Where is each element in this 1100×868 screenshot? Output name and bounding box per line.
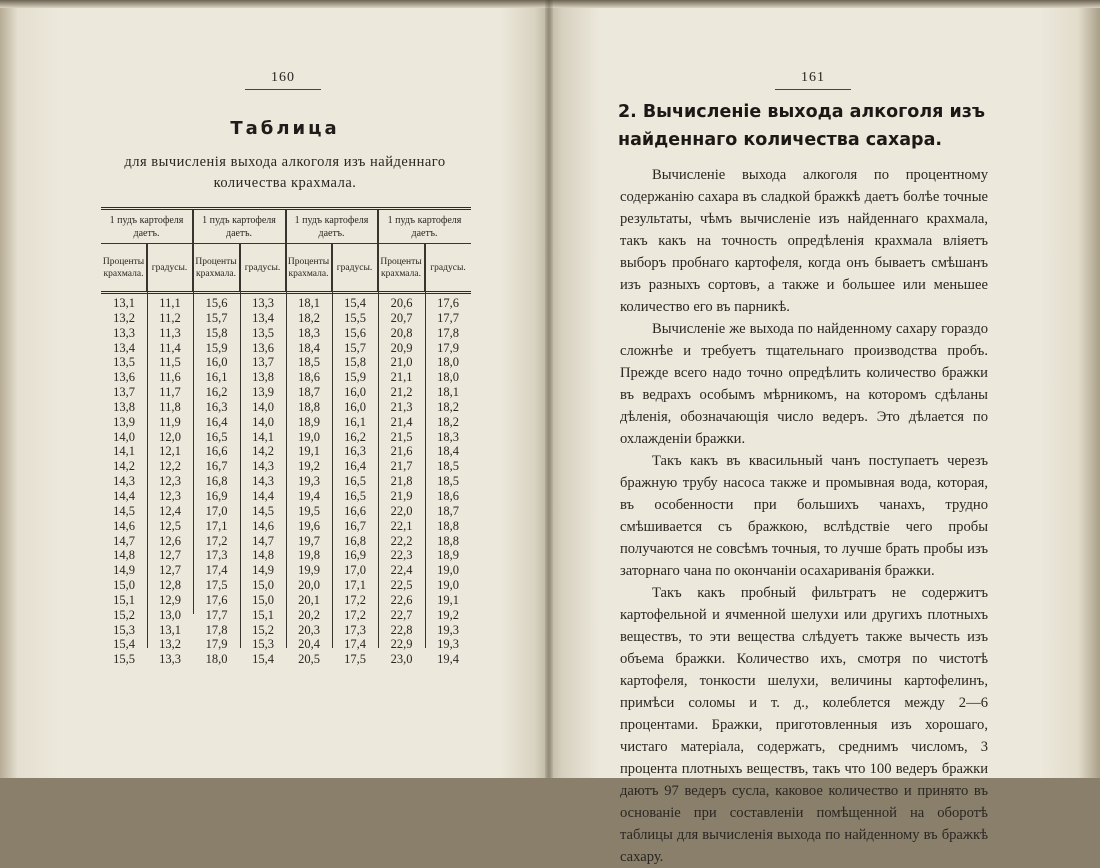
table-cell: 16,2 xyxy=(205,385,228,400)
col-header-degrees: градусы. xyxy=(147,244,193,292)
table-cell: 14,0 xyxy=(252,399,274,414)
table-cell: 17,3 xyxy=(344,622,366,637)
table-cell: 19,4 xyxy=(437,652,459,667)
table-cell: 14,3 xyxy=(113,474,135,489)
table-cell: 16,9 xyxy=(344,548,366,563)
table-cell: 17,8 xyxy=(437,325,459,340)
table-cell: 13,7 xyxy=(252,355,274,370)
table-cell: 14,8 xyxy=(113,548,135,563)
table-cell: 11,3 xyxy=(159,325,181,340)
table-cell: 19,3 xyxy=(298,474,320,489)
table-cell: 11,4 xyxy=(159,340,181,355)
table-cell: 11,6 xyxy=(159,370,181,385)
table-cell: 17,6 xyxy=(205,592,228,607)
section-number: 2. xyxy=(618,102,637,122)
table-title: Таблица xyxy=(230,118,340,139)
col-header-starch: Проценты крахмала. xyxy=(193,244,240,292)
table-cell: 20,8 xyxy=(390,325,413,340)
group-header: 1 пудъ картофеля даетъ. xyxy=(193,210,286,244)
table-cell: 22,7 xyxy=(390,607,413,622)
page-number: 161 xyxy=(773,70,853,90)
table-cell: 14,1 xyxy=(252,429,274,444)
table-cell: 16,8 xyxy=(344,533,366,548)
group-header: 1 пудъ картофеля даетъ. xyxy=(101,210,193,244)
table-cell: 14,2 xyxy=(252,444,274,459)
table-cell: 17,9 xyxy=(205,637,228,652)
table-cell: 20,6 xyxy=(390,296,413,310)
table-cell: 14,7 xyxy=(113,533,135,548)
table-cell: 18,2 xyxy=(437,414,459,429)
table-cell: 16,0 xyxy=(344,399,366,414)
table-cell: 15,0 xyxy=(252,578,274,593)
table-cell: 17,2 xyxy=(344,592,366,607)
table-cell: 14,3 xyxy=(252,474,274,489)
table-cell: 12,9 xyxy=(159,592,181,607)
table-cell: 18,3 xyxy=(298,325,320,340)
table-cell: 13,8 xyxy=(113,399,135,414)
table-cell: 16,7 xyxy=(205,459,228,474)
paragraph: Такъ какъ въ квасильный чанъ поступаетъ черезъ бражную трубу насоса также и промывная вода, которая, въ особенности при большихъ чанахъ, трудно смѣшивается съ бражкою, вслѣдствіе чего пробы получаются не совсѣмъ точныя, то лучше брать пробы изъ заторнаго чана по окончаніи осахариванія бражки. xyxy=(620,453,988,579)
table-cell: 20,4 xyxy=(298,637,320,652)
table-cell: 11,7 xyxy=(159,385,181,400)
table-cell: 17,2 xyxy=(205,533,228,548)
table-cell: 13,2 xyxy=(159,637,181,652)
table-cell: 21,3 xyxy=(390,399,413,414)
table-cell: 17,4 xyxy=(344,637,366,652)
table-cell: 22,4 xyxy=(390,563,413,578)
table-cell: 21,9 xyxy=(390,488,413,503)
table-cell: 18,8 xyxy=(437,533,459,548)
left-page xyxy=(0,0,550,778)
table-cell: 18,9 xyxy=(298,414,320,429)
table-cell: 13,7 xyxy=(113,385,135,400)
table-cell: 19,5 xyxy=(298,503,320,518)
table-cell: 11,1 xyxy=(159,296,181,310)
table-cell: 13,2 xyxy=(113,310,135,325)
table-cell: 18,7 xyxy=(437,503,459,518)
table-cell: 20,1 xyxy=(298,592,320,607)
table-cell: 18,4 xyxy=(298,340,320,355)
starch-column xyxy=(101,296,147,667)
table-cell: 18,9 xyxy=(437,548,459,563)
body-text xyxy=(620,164,988,868)
degrees-column xyxy=(425,296,471,667)
table-cell: 22,1 xyxy=(390,518,413,533)
group-header: 1 пудъ картофеля даетъ. xyxy=(286,210,378,244)
table-cell: 17,4 xyxy=(205,563,228,578)
table-cell: 21,4 xyxy=(390,414,413,429)
table-cell: 17,7 xyxy=(437,310,459,325)
table-cell: 22,8 xyxy=(390,622,413,637)
table-cell: 13,5 xyxy=(113,355,135,370)
table-cell: 11,5 xyxy=(159,355,181,370)
table-cell: 18,2 xyxy=(298,310,320,325)
col-header-degrees: градусы. xyxy=(332,244,378,292)
table-cell: 17,9 xyxy=(437,340,459,355)
table-subtitle: для вычисленія выхода алкоголя изъ найденнаго количества крахмала. xyxy=(124,154,446,191)
table-cell: 15,6 xyxy=(344,325,366,340)
table-cell: 12,8 xyxy=(159,578,181,593)
table-cell: 12,0 xyxy=(159,429,181,444)
table-cell: 12,5 xyxy=(159,518,181,533)
table-cell: 14,7 xyxy=(252,533,274,548)
col-header-starch: Проценты крахмала. xyxy=(378,244,425,292)
table-cell: 19,0 xyxy=(437,563,459,578)
table-cell: 17,2 xyxy=(344,607,366,622)
table-cell: 19,9 xyxy=(298,563,320,578)
table-cell: 18,1 xyxy=(437,385,459,400)
table-cell: 13,8 xyxy=(252,370,274,385)
table-cell: 19,2 xyxy=(298,459,320,474)
table-cell: 15,1 xyxy=(252,607,274,622)
table-cell: 17,8 xyxy=(205,622,228,637)
table-cell: 18,0 xyxy=(205,652,228,667)
table-cell: 20,9 xyxy=(390,340,413,355)
table-cell: 21,0 xyxy=(390,355,413,370)
table-cell: 19,3 xyxy=(437,622,459,637)
table-cell: 19,8 xyxy=(298,548,320,563)
table-cell: 15,4 xyxy=(113,637,135,652)
table-cell: 16,5 xyxy=(205,429,228,444)
table-cell: 17,1 xyxy=(205,518,228,533)
table-cell: 15,0 xyxy=(113,578,135,593)
table-cell: 19,3 xyxy=(437,637,459,652)
table-cell: 12,6 xyxy=(159,533,181,548)
table-cell: 16,4 xyxy=(205,414,228,429)
table-cell: 12,7 xyxy=(159,563,181,578)
table-cell: 19,4 xyxy=(298,488,320,503)
table-cell: 15,5 xyxy=(344,310,366,325)
table-cell: 20,7 xyxy=(390,310,413,325)
table-cell: 17,0 xyxy=(344,563,366,578)
table-cell: 16,1 xyxy=(205,370,228,385)
degrees-column xyxy=(147,296,193,667)
table-cell: 16,7 xyxy=(344,518,366,533)
table-cell: 22,2 xyxy=(390,533,413,548)
table-cell: 17,3 xyxy=(205,548,228,563)
table-cell: 14,0 xyxy=(113,429,135,444)
table-cell: 11,9 xyxy=(159,414,181,429)
table-cell: 15,3 xyxy=(252,637,274,652)
table-cell: 12,3 xyxy=(159,474,181,489)
table-cell: 22,5 xyxy=(390,578,413,593)
table-cell: 16,8 xyxy=(205,474,228,489)
table-cell: 17,0 xyxy=(205,503,228,518)
starch-alcohol-table xyxy=(101,207,471,667)
paragraph: Вычисленіе выхода алкоголя по процентному содержанію сахара въ сладкой бражкѣ даетъ болѣе точные результаты, чѣмъ вычисленіе изъ найденнаго крахмала, такъ какъ на точность опредѣленія крахмала вліяетъ выборъ пробнаго картофеля, когда онъ бываетъ смѣшанъ изъ разныхъ сортовъ, а также и большее или меньшее количество его въ парникѣ. xyxy=(620,167,988,315)
table-cell: 18,5 xyxy=(298,355,320,370)
table-cell: 18,6 xyxy=(298,370,320,385)
table-cell: 22,3 xyxy=(390,548,413,563)
table-cell: 13,9 xyxy=(252,385,274,400)
paragraph: Вычисленіе же выхода по найденному сахару гораздо сложнѣе и требуетъ тщательнаго производства пробъ. Прежде всего надо точно опредѣлить количество бражки въ ведрахъ особымъ мѣрникомъ, на которомъ сдѣланы дѣленія, обозначающія число ведеръ. Это дѣлается по охлажденіи бражки. xyxy=(620,321,988,447)
starch-column xyxy=(286,296,332,667)
table-cell: 14,2 xyxy=(113,459,135,474)
table-cell: 16,5 xyxy=(344,488,366,503)
table-cell: 21,6 xyxy=(390,444,413,459)
table-cell: 13,6 xyxy=(113,370,135,385)
table-cell: 12,2 xyxy=(159,459,181,474)
table-cell: 13,3 xyxy=(252,296,274,310)
table-cell: 19,2 xyxy=(437,607,459,622)
table-cell: 20,2 xyxy=(298,607,320,622)
table-cell: 19,0 xyxy=(298,429,320,444)
table-cell: 15,6 xyxy=(205,296,228,310)
table-cell: 13,9 xyxy=(113,414,135,429)
table-cell: 20,5 xyxy=(298,652,320,667)
table-cell: 15,8 xyxy=(205,325,228,340)
col-header-degrees: градусы. xyxy=(430,263,466,273)
table-cell: 14,5 xyxy=(252,503,274,518)
table-cell: 12,1 xyxy=(159,444,181,459)
table-cell: 14,6 xyxy=(113,518,135,533)
table-cell: 19,0 xyxy=(437,578,459,593)
table-cell: 13,4 xyxy=(113,340,135,355)
table-cell: 18,4 xyxy=(437,444,459,459)
table-cell: 16,0 xyxy=(344,385,366,400)
table-cell: 16,4 xyxy=(344,459,366,474)
table-cell: 19,7 xyxy=(298,533,320,548)
table-cell: 15,1 xyxy=(113,592,135,607)
table-cell: 18,6 xyxy=(437,488,459,503)
table-cell: 17,1 xyxy=(344,578,366,593)
table-cell: 23,0 xyxy=(390,652,413,667)
table-cell: 14,0 xyxy=(252,414,274,429)
table-cell: 21,2 xyxy=(390,385,413,400)
degrees-column xyxy=(240,296,286,667)
table-cell: 19,1 xyxy=(437,592,459,607)
table-cell: 18,7 xyxy=(298,385,320,400)
table-cell: 16,9 xyxy=(205,488,228,503)
table-cell: 17,5 xyxy=(344,652,366,667)
table-cell: 18,5 xyxy=(437,474,459,489)
table-cell: 15,7 xyxy=(205,310,228,325)
section-heading xyxy=(618,98,990,154)
table-cell: 14,8 xyxy=(252,548,274,563)
table-cell: 18,8 xyxy=(437,518,459,533)
table-cell: 14,4 xyxy=(252,488,274,503)
table-cell: 22,0 xyxy=(390,503,413,518)
table-cell: 13,5 xyxy=(252,325,274,340)
table-cell: 18,0 xyxy=(437,370,459,385)
table-cell: 15,2 xyxy=(252,622,274,637)
table-cell: 20,3 xyxy=(298,622,320,637)
table-cell: 21,1 xyxy=(390,370,413,385)
table-cell: 18,0 xyxy=(437,355,459,370)
table-cell: 15,4 xyxy=(344,296,366,310)
table-cell: 15,4 xyxy=(252,652,274,667)
table-cell: 14,3 xyxy=(252,459,274,474)
section-heading-text: Вычисленіе выхода алкоголя изъ найденнаго количества сахара. xyxy=(618,102,986,150)
table-cell: 13,0 xyxy=(159,607,181,622)
table-cell: 20,0 xyxy=(298,578,320,593)
table-cell: 18,3 xyxy=(437,429,459,444)
table-cell: 18,2 xyxy=(437,399,459,414)
table-cell: 18,5 xyxy=(437,459,459,474)
table-cell: 16,3 xyxy=(205,399,228,414)
table-cell: 15,7 xyxy=(344,340,366,355)
table-cell: 16,3 xyxy=(344,444,366,459)
table-cell: 15,5 xyxy=(113,652,135,667)
table-cell: 16,6 xyxy=(205,444,228,459)
table-cell: 15,8 xyxy=(344,355,366,370)
table-cell: 13,4 xyxy=(252,310,274,325)
table-cell: 13,3 xyxy=(113,325,135,340)
table-cell: 14,6 xyxy=(252,518,274,533)
table-cell: 14,9 xyxy=(252,563,274,578)
table-cell: 13,1 xyxy=(159,622,181,637)
table-cell: 16,6 xyxy=(344,503,366,518)
table-cell: 12,3 xyxy=(159,488,181,503)
table-cell: 21,5 xyxy=(390,429,413,444)
group-header: 1 пудъ картофеля даетъ. xyxy=(378,210,471,244)
table-cell: 13,6 xyxy=(252,340,274,355)
starch-column xyxy=(193,296,240,667)
table-cell: 16,0 xyxy=(205,355,228,370)
table-cell: 17,5 xyxy=(205,578,228,593)
table-cell: 15,9 xyxy=(205,340,228,355)
table-cell: 19,1 xyxy=(298,444,320,459)
starch-column xyxy=(378,296,425,667)
table-cell: 22,9 xyxy=(390,637,413,652)
table-cell: 14,9 xyxy=(113,563,135,578)
table-cell: 21,8 xyxy=(390,474,413,489)
degrees-column xyxy=(332,296,378,667)
table-cell: 18,1 xyxy=(298,296,320,310)
table-cell: 16,5 xyxy=(344,474,366,489)
page-number: 160 xyxy=(243,70,323,90)
table-cell: 16,1 xyxy=(344,414,366,429)
table-cell: 13,3 xyxy=(159,652,181,667)
table-cell: 14,1 xyxy=(113,444,135,459)
table-cell: 12,4 xyxy=(159,503,181,518)
table-cell: 19,6 xyxy=(298,518,320,533)
table-cell: 14,4 xyxy=(113,488,135,503)
table-cell: 15,9 xyxy=(344,370,366,385)
table-cell: 15,2 xyxy=(113,607,135,622)
table-cell: 13,1 xyxy=(113,296,135,310)
paragraph: Такъ какъ пробный фильтратъ не содержитъ картофельной и ячменной шелухи или другихъ плотныхъ веществъ, то эти вещества слѣдуетъ также вычесть изъ объема бражки. Количество ихъ, смотря по чистотѣ картофеля, тонкости шелухи, величины картофелинъ, примѣси соломы и т. д., колеблется между 2—6 процентами. Бражки, приготовленныя изъ хорошаго, чистаго матеріала, содержатъ, среднимъ числомъ, 3 процента плотныхъ веществъ, такъ что 100 ведеръ бражки даютъ 97 ведеръ сусла, каковое количество и принято въ основаніе при составленіи помѣщенной на оборотѣ таблицы для вычисленія выхода по найденному въ бражкѣ сахару. xyxy=(620,585,988,865)
table-cell: 15,3 xyxy=(113,622,135,637)
col-header-degrees: градусы. xyxy=(240,244,286,292)
table-cell: 11,2 xyxy=(159,310,181,325)
table-cell: 14,5 xyxy=(113,503,135,518)
col-header-starch: Проценты крахмала. xyxy=(286,244,332,292)
col-header-starch: Проценты крахмала. xyxy=(101,244,147,292)
table-cell: 17,7 xyxy=(205,607,228,622)
table-cell: 17,6 xyxy=(437,296,459,310)
table-cell: 12,7 xyxy=(159,548,181,563)
table-cell: 21,7 xyxy=(390,459,413,474)
table-cell: 22,6 xyxy=(390,592,413,607)
table-cell: 15,0 xyxy=(252,592,274,607)
table-cell: 16,2 xyxy=(344,429,366,444)
table-cell: 11,8 xyxy=(159,399,181,414)
table-cell: 18,8 xyxy=(298,399,320,414)
